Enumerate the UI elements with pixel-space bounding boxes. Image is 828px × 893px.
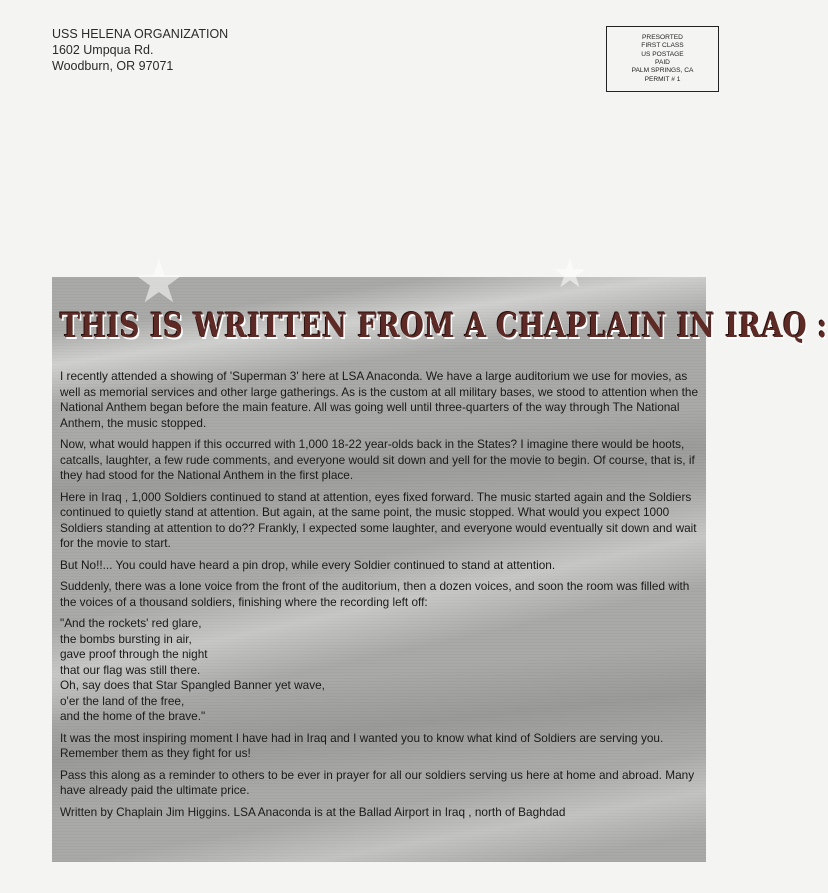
author-credit: Written by Chaplain Jim Higgins. LSA Anaconda is at the Ballad Airport in Iraq , north of Baghdad — [60, 804, 566, 819]
article-body — [60, 369, 702, 826]
star-icon: ★ — [132, 247, 186, 317]
paragraph: Now, what would happen if this occurred with 1,000 18-22 year-olds back in the States? I imagine there would be hoots, catcalls, laughter, a few rude comments, and everyone would sit down and yell for the movie to begin. Of course, that is, if they had stood for the National Anthem in the first place. — [60, 437, 695, 482]
indicia-line: US POSTAGE — [641, 50, 684, 58]
indicia-line: FIRST CLASS — [641, 42, 684, 50]
verse-line: that our flag was still there. — [60, 662, 201, 677]
return-address — [52, 26, 228, 74]
indicia-line: PRESORTED — [642, 33, 683, 41]
headline: THIS IS WRITTEN FROM A CHAPLAIN IN IRAQ : — [60, 307, 828, 346]
postage-indicia — [606, 26, 719, 92]
star-icon: ★ — [552, 251, 588, 297]
return-address-city: Woodburn, OR 97071 — [52, 59, 174, 73]
verse-line: Oh, say does that Star Spangled Banner yet wave, — [60, 678, 325, 692]
verse-line: the bombs bursting in air, — [60, 631, 192, 646]
indicia-line: PAID — [655, 59, 670, 66]
verse-line: gave proof through the night — [60, 647, 208, 661]
paragraph: Here in Iraq , 1,000 Soldiers continued to stand at attention, eyes fixed forward. The music started again and the Soldiers continued to quietly stand at attention. But again, at the same point, the music stopped. What would you expect 1000 Soldiers standing at attention to do?? Frankly, I expected some laughter, and everyone would eventually sit down and wait for the movie to start. — [60, 489, 697, 550]
return-address-street: 1602 Umpqua Rd. — [52, 43, 154, 57]
paragraph: But No!!... You could have heard a pin drop, while every Soldier continued to stand at attention. — [60, 557, 556, 572]
indicia-line: PALM SPRINGS, CA — [631, 67, 694, 75]
return-address-org: USS HELENA ORGANIZATION — [52, 27, 229, 41]
paragraph: Suddenly, there was a lone voice from the front of the auditorium, then a dozen voices, and soon the room was filled with the voices of a thousand soldiers, finishing where the recording left off: — [60, 579, 690, 609]
verse-line: "And the rockets' red glare, — [60, 616, 202, 630]
flag-background-panel — [52, 247, 828, 862]
anthem-verse — [60, 616, 702, 725]
paragraph: I recently attended a showing of 'Superman 3' here at LSA Anaconda. We have a large auditorium we use for movies, as well as memorial services and other large gatherings. As is the custom at all military bases, we stood to attention when the National Anthem began before the main feature. All was going well until three-quarters of the way through The National Anthem, the music stopped. — [60, 369, 698, 430]
verse-line: and the home of the brave." — [60, 709, 206, 723]
verse-line: o'er the land of the free, — [60, 693, 185, 708]
indicia-line: PERMIT # 1 — [644, 75, 681, 83]
paragraph: Pass this along as a reminder to others to be ever in prayer for all our soldiers serving us here at home and abroad. Many have already paid the ultimate price. — [60, 767, 695, 797]
paragraph: It was the most inspiring moment I have had in Iraq and I wanted you to know what kind of Soldiers are serving you. Remember them as they fight for us! — [60, 730, 664, 760]
